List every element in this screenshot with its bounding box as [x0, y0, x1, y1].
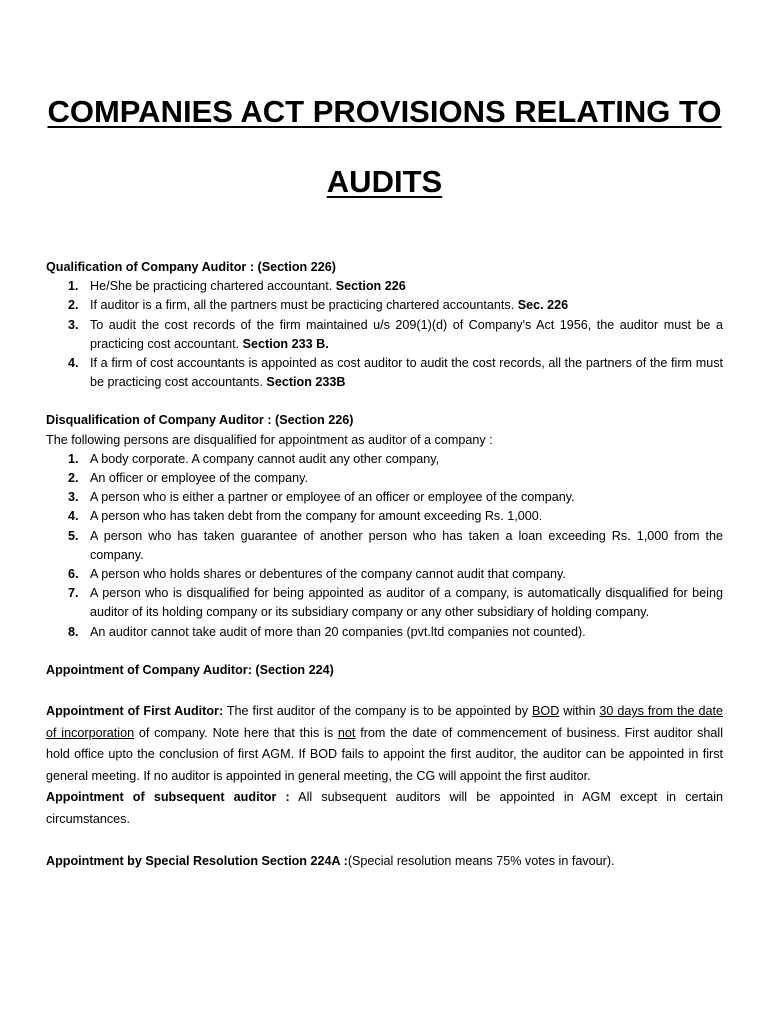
first-auditor-paragraph: Appointment of First Auditor: The first auditor of the company is to be appointed by BOD within 30 days from the date of incorporation of company. Note here that this is not from the date of commencement of business. First auditor shall hold office upto the conclusion of first AGM. If BOD fails to appoint the first auditor, the auditor can be appointed in first general meeting. If no auditor is appointed in general meeting, the CG will appoint the first auditor. — [46, 704, 724, 783]
list-item: 8. An auditor cannot take audit of more than 20 companies (pvt.ltd companies not counted). — [68, 624, 586, 639]
list-item: 7. A person who is disqualified for being appointed as auditor of a company, is automatically disqualified for being auditor of its holding company or its subsidiary company or any other subsidiary of holding company. — [68, 586, 723, 620]
page-title-line-1: COMPANIES ACT PROVISIONS RELATING TO — [47, 94, 722, 129]
disqualification-heading: Disqualification of Company Auditor : (Section 226) — [46, 413, 354, 428]
document-body — [46, 258, 723, 873]
list-item: 3. A person who is either a partner or employee of an officer or employee of the company. — [68, 490, 575, 505]
disqualification-list — [46, 450, 723, 642]
list-item: 3. To audit the cost records of the firm maintained u/s 209(1)(d) of Company's Act 1956, the auditor must be a practicing cost accountant. Section 233 B. — [68, 317, 723, 351]
qualification-heading: Qualification of Company Auditor : (Section 226) — [46, 260, 336, 274]
appointment-heading: Appointment of Company Auditor: (Section 224) — [46, 662, 334, 677]
subsequent-auditor-paragraph: Appointment of subsequent auditor : All subsequent auditors will be appointed in AGM except in certain circumstances. — [46, 790, 723, 826]
list-item: 2. If auditor is a firm, all the partners must be practicing chartered accountants. Sec. 226 — [68, 298, 569, 313]
list-item: 1. A body corporate. A company cannot audit any other company, — [68, 451, 440, 466]
qualification-list — [46, 277, 723, 392]
special-resolution-paragraph: Appointment by Special Resolution Section 224A :(Special resolution means 75% votes in favour). — [46, 854, 615, 869]
list-item: 6. A person who holds shares or debentures of the company cannot audit that company. — [68, 567, 566, 582]
disqualification-intro: The following persons are disqualified for appointment as auditor of a company : — [46, 432, 493, 447]
list-item: 2. An officer or employee of the company. — [68, 471, 308, 486]
page-title-line-2: AUDITS — [326, 164, 443, 199]
list-item: 4. If a firm of cost accountants is appointed as cost auditor to audit the cost records, all the partners of the firm must be practicing cost accountants. Section 233B — [68, 356, 723, 390]
list-item: 4. A person who has taken debt from the company for amount exceeding Rs. 1,000. — [68, 509, 543, 524]
list-item: 5. A person who has taken guarantee of another person who has taken a loan exceeding Rs. 1,000 from the company. — [68, 528, 723, 562]
list-item: 1. He/She be practicing chartered accountant. Section 226 — [68, 279, 406, 294]
